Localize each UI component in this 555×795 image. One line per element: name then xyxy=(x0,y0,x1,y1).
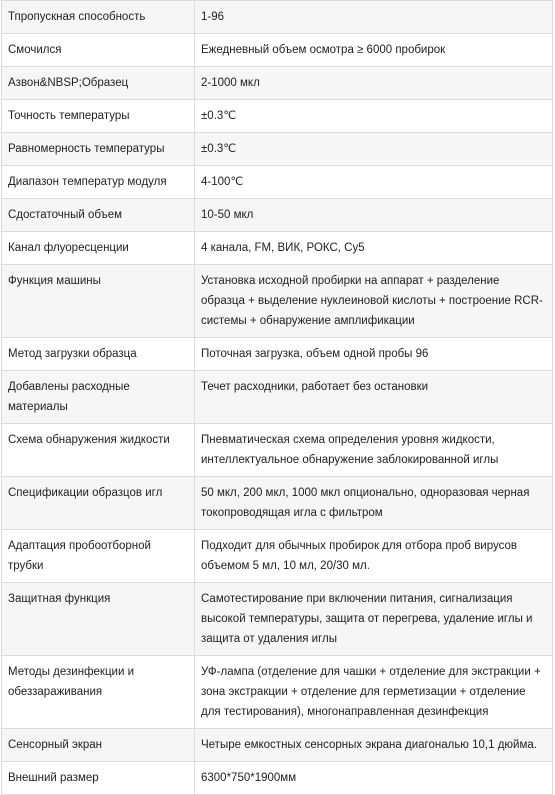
row-label: Защитная функция xyxy=(2,583,195,656)
row-value: 4 канала, FM, ВИК, РОКС, Су5 xyxy=(195,232,553,265)
row-value: Самотестирование при включении питания, сигнализация высокой температуры, защита от перегрева, удаление иглы и защита от удаления иглы xyxy=(195,583,553,656)
table-row xyxy=(2,34,553,67)
row-value: Четыре емкостных сенсорных экрана диагональю 10,1 дюйма. xyxy=(195,729,553,762)
table-row xyxy=(2,729,553,762)
row-value: 1-96 xyxy=(195,1,553,34)
row-value: Подходит для обычных пробирок для отбора проб вирусов объемом 5 мл, 10 мл, 20/30 мл. xyxy=(195,530,553,583)
table-row xyxy=(2,133,553,166)
table-row xyxy=(2,424,553,477)
row-label: Добавлены расходные материалы xyxy=(2,371,195,424)
row-label: Функция машины xyxy=(2,265,195,338)
table-row xyxy=(2,530,553,583)
table-row xyxy=(2,338,553,371)
table-row xyxy=(2,1,553,34)
row-label: Методы дезинфекции и обеззараживания xyxy=(2,656,195,729)
table-row xyxy=(2,762,553,795)
row-value: УФ-лампа (отделение для чашки + отделение для экстракции + зона экстракции + отделение для герметизации + отделение для тестирования), многонаправленная дезинфекция xyxy=(195,656,553,729)
row-value: 4-100℃ xyxy=(195,166,553,199)
row-label: Метод загрузки образца xyxy=(2,338,195,371)
row-label: Диапазон температур модуля xyxy=(2,166,195,199)
row-label: Внешний размер xyxy=(2,762,195,795)
row-value: Ежедневный объем осмотра ≥ 6000 пробирок xyxy=(195,34,553,67)
table-row xyxy=(2,477,553,530)
table-row xyxy=(2,232,553,265)
table-row xyxy=(2,265,553,338)
row-label: Точность температуры xyxy=(2,100,195,133)
table-row xyxy=(2,583,553,656)
table-row xyxy=(2,100,553,133)
row-value: Установка исходной пробирки на аппарат + разделение образца + выделение нуклеиновой кислоты + построение RCR-системы + обнаружение амплификации xyxy=(195,265,553,338)
row-value: Пневматическая схема определения уровня жидкости, интеллектуальное обнаружение заблокированной иглы xyxy=(195,424,553,477)
table-row xyxy=(2,371,553,424)
row-label: Сдостаточный объем xyxy=(2,199,195,232)
row-label: Канал флуоресценции xyxy=(2,232,195,265)
row-value: Поточная загрузка, объем одной пробы 96 xyxy=(195,338,553,371)
row-label: Равномерность температуры xyxy=(2,133,195,166)
row-label: Тпропускная способность xyxy=(2,1,195,34)
row-value: 50 мкл, 200 мкл, 1000 мкл опционально, одноразовая черная токопроводящая игла с фильтром xyxy=(195,477,553,530)
row-label: Схема обнаружения жидкости xyxy=(2,424,195,477)
row-label: Азвон&NBSP;Образец xyxy=(2,67,195,100)
table-row xyxy=(2,199,553,232)
row-value: 2-1000 мкл xyxy=(195,67,553,100)
spec-table xyxy=(1,0,553,795)
row-value: 6300*750*1900мм xyxy=(195,762,553,795)
row-label: Смочился xyxy=(2,34,195,67)
row-value: ±0.3℃ xyxy=(195,133,553,166)
row-label: Адаптация пробоотборной трубки xyxy=(2,530,195,583)
table-row xyxy=(2,166,553,199)
table-row xyxy=(2,67,553,100)
row-label: Спецификации образцов игл xyxy=(2,477,195,530)
row-value: ±0.3℃ xyxy=(195,100,553,133)
row-value: Течет расходники, работает без остановки xyxy=(195,371,553,424)
row-label: Сенсорный экран xyxy=(2,729,195,762)
row-value: 10-50 мкл xyxy=(195,199,553,232)
table-row xyxy=(2,656,553,729)
